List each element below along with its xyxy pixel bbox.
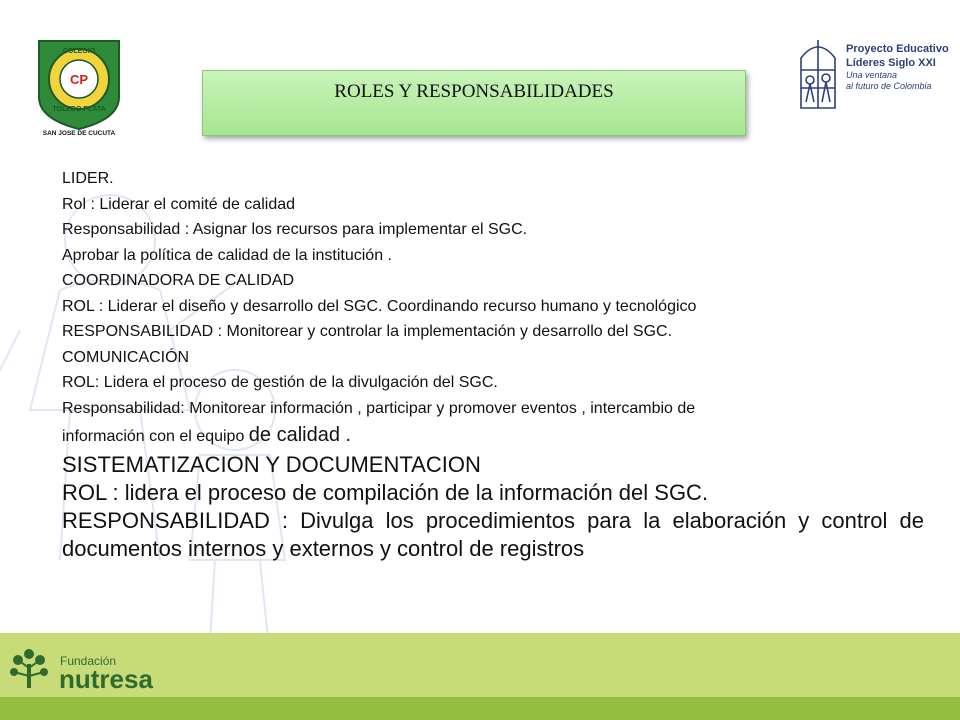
mixed-small-text: información con el equipo [62,428,249,445]
logo-cp-text: CP [69,72,89,87]
text-line: Responsabilidad: Monitorear información , participar y promover eventos , intercambio de [62,399,696,417]
text-line: Responsabilidad : Asignar los recursos para implementar el SGC. [62,221,528,238]
logo-top-text: COLEGIO [62,48,96,55]
project-line-1: Proyecto Educativo [846,43,949,55]
project-line-4: al futuro de Colombia [846,81,932,91]
logo-caption: SAN JOSE DE CUCUTA [42,130,116,137]
fundacion-label: Fundación [60,654,117,668]
text-line: COMUNICACIÓN [62,348,190,366]
nutresa-label: nutresa [59,664,153,694]
lideres-siglo-xxi-logo [798,36,838,110]
section-heading: SISTEMATIZACION Y DOCUMENTACION [62,452,481,477]
text-line: ROL : Liderar el diseño y desarrollo del SGC. Coordinando recurso humano y tecnológico [62,297,697,315]
text-line: Aprobar la política de calidad de la institución . [62,246,392,264]
text-line: LIDER. [62,170,114,187]
text-line: COORDINADORA DE CALIDAD [62,272,295,289]
text-line: ROL: Lidera el proceso de gestión de la divulgación del SGC. [62,374,498,391]
colegio-toledo-plata-logo [33,37,125,137]
final-paragraph: RESPONSABILIDAD : Divulga los procedimientos para la elaboración y control de documentos internos y externos y control de registros [62,508,924,561]
project-line-2: Líderes Siglo XXI [846,57,936,69]
text-line-large: ROL : lidera el proceso de compilación de la información del SGC. [62,480,709,505]
project-line-3: Una ventana [846,70,898,80]
footer-bottom-bar [0,697,960,720]
text-line: Rol : Liderar el comité de calidad [62,195,296,213]
logo-bottom-text: TOLEDO PLATA [52,106,106,113]
slide-title: ROLES Y RESPONSABILIDADES [334,81,614,102]
mixed-large-text: de calidad . [248,424,352,446]
mixed-text-line [62,421,924,451]
title-box [202,70,746,136]
slide-content [62,166,924,563]
project-logo-text [846,42,956,92]
nutresa-tree-logo [9,646,49,690]
text-line: RESPONSABILIDAD : Monitorear y controlar la implementación y desarrollo del SGC. [62,323,673,340]
